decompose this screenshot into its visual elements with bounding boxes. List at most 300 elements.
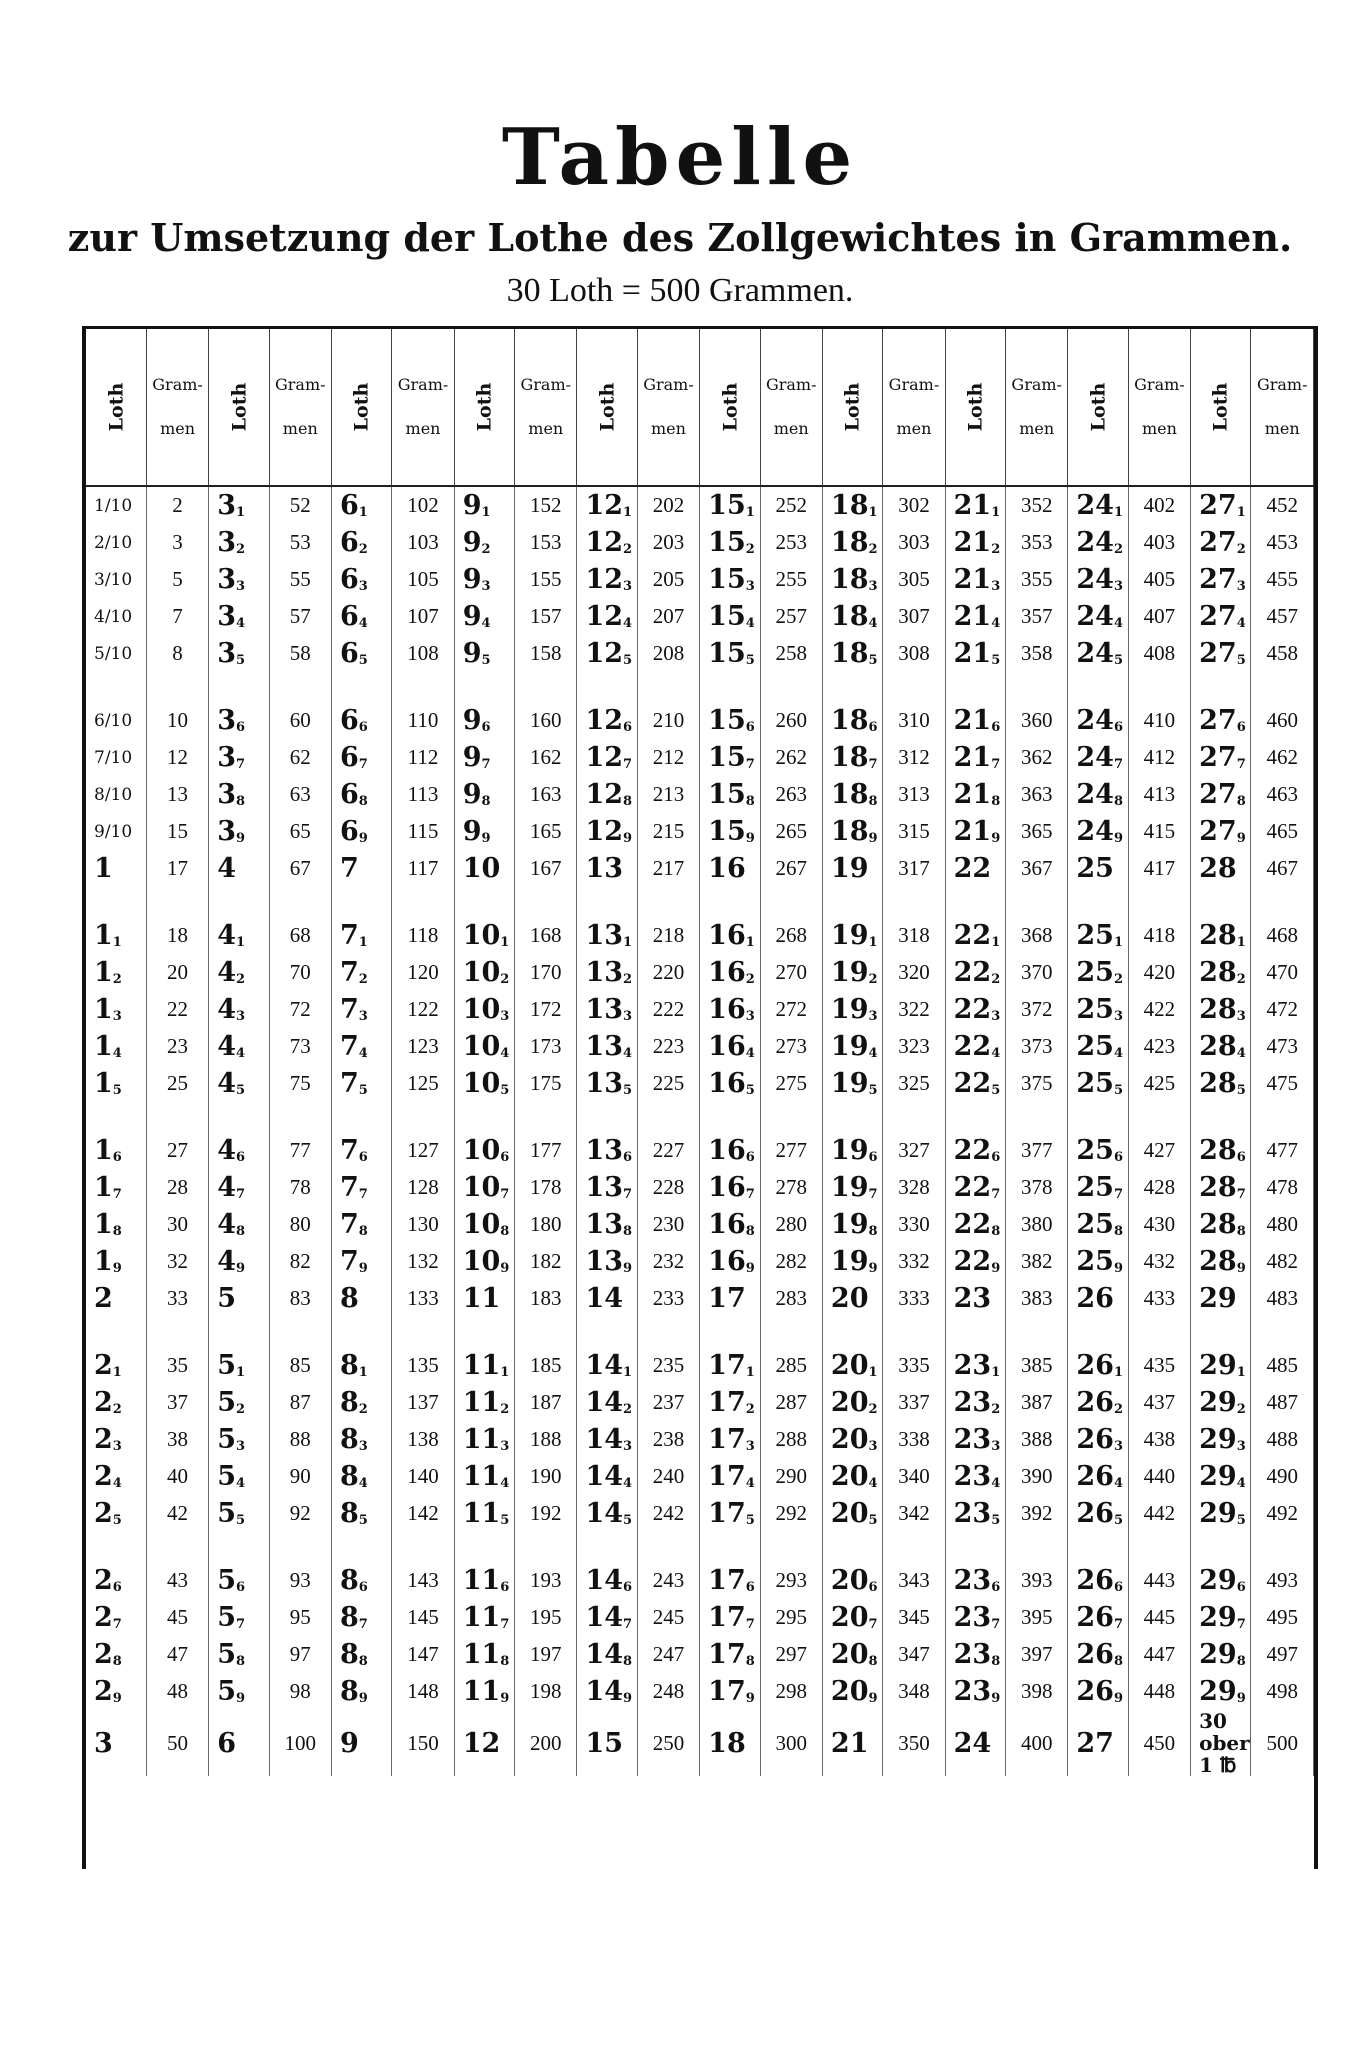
gram-cell: 28 [146, 1169, 208, 1206]
loth-cell: $25_6$ [1068, 1132, 1128, 1169]
loth-cell: 15 [577, 1710, 637, 1776]
spacer-cell [577, 887, 637, 917]
gram-cell: 290 [760, 1458, 822, 1495]
gram-cell: 20 [146, 954, 208, 991]
spacer-cell [454, 1317, 514, 1347]
loth-cell: $18_5$ [822, 635, 882, 672]
header-gram: Gram-men [1251, 329, 1314, 486]
gram-cell: 407 [1128, 598, 1190, 635]
gram-cell: 282 [760, 1243, 822, 1280]
spacer-cell [1191, 1317, 1251, 1347]
loth-cell: $25_1$ [1068, 917, 1128, 954]
header-loth [577, 329, 637, 486]
spacer-cell [86, 672, 146, 702]
gram-cell: 102 [392, 486, 454, 524]
loth-cell: $22_5$ [945, 1065, 1005, 1102]
loth-cell: $13_2$ [577, 954, 637, 991]
loth-cell: 9 [331, 1710, 391, 1776]
gram-cell: 100 [269, 1710, 331, 1776]
loth-cell: $21_5$ [945, 635, 1005, 672]
gram-cell: 188 [515, 1421, 577, 1458]
loth-cell: $19_4$ [822, 1028, 882, 1065]
gram-cell: 172 [515, 991, 577, 1028]
gram-cell: 207 [637, 598, 699, 635]
loth-cell: $3_8$ [209, 776, 269, 813]
gram-cell: 258 [760, 635, 822, 672]
gram-cell: 145 [392, 1599, 454, 1636]
spacer-cell [392, 1532, 454, 1562]
loth-cell: $14_5$ [577, 1495, 637, 1532]
loth-cell: $17_9$ [700, 1673, 760, 1710]
spacer-cell [86, 1317, 146, 1347]
loth-cell: $15_3$ [700, 561, 760, 598]
gram-cell: 92 [269, 1495, 331, 1532]
loth-cell: $8_8$ [331, 1636, 391, 1673]
loth-cell: $13_5$ [577, 1065, 637, 1102]
loth-cell: $8_9$ [331, 1673, 391, 1710]
gram-cell: 450 [1128, 1710, 1190, 1776]
loth-cell: $5_9$ [209, 1673, 269, 1710]
gram-cell: 78 [269, 1169, 331, 1206]
gram-cell: 50 [146, 1710, 208, 1776]
loth-cell: $11_6$ [454, 1562, 514, 1599]
header-gram: Gram-men [146, 329, 208, 486]
gram-cell: 448 [1128, 1673, 1190, 1710]
loth-cell: $5_3$ [209, 1421, 269, 1458]
loth-cell: $27_4$ [1191, 598, 1251, 635]
loth-cell: $7_8$ [331, 1206, 391, 1243]
gram-cell: 232 [637, 1243, 699, 1280]
loth-cell: $2_8$ [86, 1636, 146, 1673]
spacer-cell [822, 887, 882, 917]
loth-cell: $29_9$ [1191, 1673, 1251, 1710]
loth-cell: $17_4$ [700, 1458, 760, 1495]
loth-cell: $6_8$ [331, 776, 391, 813]
loth-cell: $27_6$ [1191, 702, 1251, 739]
gram-cell: 180 [515, 1206, 577, 1243]
gram-cell: 18 [146, 917, 208, 954]
loth-cell: $19_9$ [822, 1243, 882, 1280]
gram-cell: 140 [392, 1458, 454, 1495]
gram-cell: 113 [392, 776, 454, 813]
gram-cell: 295 [760, 1599, 822, 1636]
loth-cell: $26_5$ [1068, 1495, 1128, 1532]
header-loth-label: Loth [964, 382, 987, 432]
gram-cell: 492 [1251, 1495, 1314, 1532]
loth-cell: $23_6$ [945, 1562, 1005, 1599]
gram-cell: 377 [1006, 1132, 1068, 1169]
loth-cell: $27_8$ [1191, 776, 1251, 813]
gram-cell: 473 [1251, 1028, 1314, 1065]
gram-cell: 243 [637, 1562, 699, 1599]
header-loth [1068, 329, 1128, 486]
loth-cell: $2_7$ [86, 1599, 146, 1636]
loth-cell: $5_8$ [209, 1636, 269, 1673]
gram-cell: 337 [883, 1384, 945, 1421]
gram-cell: 308 [883, 635, 945, 672]
spacer-cell [577, 1532, 637, 1562]
spacer-cell [209, 1317, 269, 1347]
loth-cell: $18_8$ [822, 776, 882, 813]
loth-cell: $11_5$ [454, 1495, 514, 1532]
loth-cell: $23_5$ [945, 1495, 1005, 1532]
loth-cell: $4_5$ [209, 1065, 269, 1102]
gram-cell: 153 [515, 524, 577, 561]
loth-cell: $13_8$ [577, 1206, 637, 1243]
spacer-cell [760, 887, 822, 917]
loth-cell: $24_8$ [1068, 776, 1128, 813]
gram-cell: 200 [515, 1710, 577, 1776]
gram-cell: 42 [146, 1495, 208, 1532]
table-row [86, 1421, 1314, 1458]
gram-cell: 378 [1006, 1169, 1068, 1206]
gram-cell: 230 [637, 1206, 699, 1243]
gram-cell: 85 [269, 1347, 331, 1384]
loth-cell: $5_4$ [209, 1458, 269, 1495]
loth-cell: $3_3$ [209, 561, 269, 598]
gram-cell: 318 [883, 917, 945, 954]
gram-cell: 12 [146, 739, 208, 776]
loth-cell: $7_9$ [331, 1243, 391, 1280]
gram-cell: 373 [1006, 1028, 1068, 1065]
spacer-cell [1251, 887, 1314, 917]
loth-cell: $25_8$ [1068, 1206, 1128, 1243]
loth-cell: $13_1$ [577, 917, 637, 954]
loth-cell: $12_5$ [577, 635, 637, 672]
loth-cell: $21_3$ [945, 561, 1005, 598]
gram-cell: 75 [269, 1065, 331, 1102]
spacer-cell [331, 1317, 391, 1347]
gram-cell: 350 [883, 1710, 945, 1776]
loth-cell: $19_2$ [822, 954, 882, 991]
gram-cell: 87 [269, 1384, 331, 1421]
gram-cell: 328 [883, 1169, 945, 1206]
loth-cell: $8_1$ [331, 1347, 391, 1384]
gram-cell: 212 [637, 739, 699, 776]
spacer-cell [269, 1317, 331, 1347]
gram-cell: 260 [760, 702, 822, 739]
gram-cell: 125 [392, 1065, 454, 1102]
loth-cell: $23_9$ [945, 1673, 1005, 1710]
gram-cell: 203 [637, 524, 699, 561]
gram-cell: 427 [1128, 1132, 1190, 1169]
loth-cell: $11_9$ [454, 1673, 514, 1710]
spacer-cell [1068, 1532, 1128, 1562]
gram-cell: 215 [637, 813, 699, 850]
loth-cell: $12_8$ [577, 776, 637, 813]
loth-cell: $22_3$ [945, 991, 1005, 1028]
gram-cell: 173 [515, 1028, 577, 1065]
gram-cell: 268 [760, 917, 822, 954]
gram-cell: 305 [883, 561, 945, 598]
spacer-cell [883, 1532, 945, 1562]
loth-cell: $9_4$ [454, 598, 514, 635]
loth-cell: $23_4$ [945, 1458, 1005, 1495]
loth-cell: $20_6$ [822, 1562, 882, 1599]
loth-cell: $16_6$ [700, 1132, 760, 1169]
gram-cell: 45 [146, 1599, 208, 1636]
gram-cell: 118 [392, 917, 454, 954]
gram-cell: 490 [1251, 1458, 1314, 1495]
loth-cell: $5_2$ [209, 1384, 269, 1421]
spacer-cell [392, 887, 454, 917]
spacer-cell [515, 1317, 577, 1347]
gram-cell: 458 [1251, 635, 1314, 672]
gram-cell: 95 [269, 1599, 331, 1636]
gram-cell: 440 [1128, 1458, 1190, 1495]
loth-cell: 7 [331, 850, 391, 887]
spacer-cell [1128, 1532, 1190, 1562]
loth-cell: $23_3$ [945, 1421, 1005, 1458]
table-row [86, 1206, 1314, 1243]
loth-cell: $29_3$ [1191, 1421, 1251, 1458]
spacer-cell [1006, 887, 1068, 917]
spacer-cell [1006, 1317, 1068, 1347]
loth-cell: 18 [700, 1710, 760, 1776]
loth-cell: $9_3$ [454, 561, 514, 598]
gram-cell: 132 [392, 1243, 454, 1280]
spacer-cell [945, 1102, 1005, 1132]
gram-cell: 347 [883, 1636, 945, 1673]
table-row [86, 917, 1314, 954]
loth-cell: $5_5$ [209, 1495, 269, 1532]
gram-cell: 52 [269, 486, 331, 524]
loth-cell: 6 [209, 1710, 269, 1776]
gram-cell: 468 [1251, 917, 1314, 954]
loth-cell: $3_2$ [209, 524, 269, 561]
gram-cell: 240 [637, 1458, 699, 1495]
spacer-cell [1068, 1317, 1128, 1347]
gram-cell: 362 [1006, 739, 1068, 776]
loth-cell: $5_6$ [209, 1562, 269, 1599]
loth-cell: 28 [1191, 850, 1251, 887]
loth-cell: $4_9$ [209, 1243, 269, 1280]
loth-cell: $19_3$ [822, 991, 882, 1028]
loth-cell: $15_9$ [700, 813, 760, 850]
gram-cell: 90 [269, 1458, 331, 1495]
header-loth-label: Loth [473, 382, 496, 432]
loth-cell: 11 [454, 1280, 514, 1317]
loth-cell: $1_5$ [86, 1065, 146, 1102]
gram-cell: 338 [883, 1421, 945, 1458]
loth-cell: $25_2$ [1068, 954, 1128, 991]
gram-cell: 138 [392, 1421, 454, 1458]
gram-cell: 263 [760, 776, 822, 813]
loth-cell: $11_7$ [454, 1599, 514, 1636]
gram-cell: 330 [883, 1206, 945, 1243]
loth-cell: 17 [700, 1280, 760, 1317]
table-row [86, 1673, 1314, 1710]
spacer-cell [86, 887, 146, 917]
loth-cell: $18_6$ [822, 702, 882, 739]
gram-cell: 477 [1251, 1132, 1314, 1169]
loth-cell: $7_6$ [331, 1132, 391, 1169]
loth-cell: $3_1$ [209, 486, 269, 524]
gram-cell: 345 [883, 1599, 945, 1636]
loth-cell: $13_7$ [577, 1169, 637, 1206]
loth-cell: $20_1$ [822, 1347, 882, 1384]
gram-cell: 275 [760, 1065, 822, 1102]
loth-cell: $27_5$ [1191, 635, 1251, 672]
loth-cell: $4_8$ [209, 1206, 269, 1243]
loth-cell: $6_9$ [331, 813, 391, 850]
gram-cell: 363 [1006, 776, 1068, 813]
loth-cell: 12 [454, 1710, 514, 1776]
loth-cell: $25_4$ [1068, 1028, 1128, 1065]
gram-cell: 178 [515, 1169, 577, 1206]
table-row [86, 954, 1314, 991]
loth-cell: 20 [822, 1280, 882, 1317]
loth-cell: $11_3$ [454, 1421, 514, 1458]
loth-cell: $6_7$ [331, 739, 391, 776]
gram-cell: 3 [146, 524, 208, 561]
gram-cell: 143 [392, 1562, 454, 1599]
loth-cell: 13 [577, 850, 637, 887]
loth-cell: $4_7$ [209, 1169, 269, 1206]
gram-cell: 48 [146, 1673, 208, 1710]
gram-cell: 323 [883, 1028, 945, 1065]
table-row [86, 813, 1314, 850]
loth-cell: $20_9$ [822, 1673, 882, 1710]
loth-cell: $10_5$ [454, 1065, 514, 1102]
loth-cell: $9_8$ [454, 776, 514, 813]
spacer-cell [1191, 887, 1251, 917]
gram-cell: 360 [1006, 702, 1068, 739]
gram-cell: 432 [1128, 1243, 1190, 1280]
loth-cell: $7_3$ [331, 991, 391, 1028]
spacer-cell [209, 672, 269, 702]
loth-cell: 1 [86, 850, 146, 887]
group-spacer [86, 1317, 1314, 1347]
header-loth-label: Loth [596, 382, 619, 432]
table-row [86, 1280, 1314, 1317]
loth-cell: $6_4$ [331, 598, 391, 635]
spacer-cell [1068, 1102, 1128, 1132]
gram-cell: 465 [1251, 813, 1314, 850]
gram-cell: 280 [760, 1206, 822, 1243]
loth-cell: $10_3$ [454, 991, 514, 1028]
gram-cell: 383 [1006, 1280, 1068, 1317]
spacer-cell [209, 1532, 269, 1562]
loth-cell: $9_6$ [454, 702, 514, 739]
conversion-table [86, 329, 1314, 1776]
loth-cell: $26_1$ [1068, 1347, 1128, 1384]
loth-cell: $10_9$ [454, 1243, 514, 1280]
gram-cell: 150 [392, 1710, 454, 1776]
gram-cell: 175 [515, 1065, 577, 1102]
spacer-cell [331, 672, 391, 702]
loth-cell: $28_6$ [1191, 1132, 1251, 1169]
gram-cell: 438 [1128, 1421, 1190, 1458]
gram-cell: 57 [269, 598, 331, 635]
header-gram: Gram-men [637, 329, 699, 486]
gram-cell: 123 [392, 1028, 454, 1065]
gram-cell: 390 [1006, 1458, 1068, 1495]
loth-cell: $22_6$ [945, 1132, 1005, 1169]
gram-cell: 467 [1251, 850, 1314, 887]
loth-cell: $1_4$ [86, 1028, 146, 1065]
gram-cell: 335 [883, 1347, 945, 1384]
loth-cell: $22_9$ [945, 1243, 1005, 1280]
gram-cell: 235 [637, 1347, 699, 1384]
table-row [86, 561, 1314, 598]
loth-cell: $18_7$ [822, 739, 882, 776]
spacer-cell [883, 887, 945, 917]
loth-cell: $12_1$ [577, 486, 637, 524]
gram-cell: 122 [392, 991, 454, 1028]
gram-cell: 452 [1251, 486, 1314, 524]
loth-cell: $15_4$ [700, 598, 760, 635]
spacer-cell [822, 1317, 882, 1347]
gram-cell: 13 [146, 776, 208, 813]
gram-cell: 110 [392, 702, 454, 739]
gram-cell: 32 [146, 1243, 208, 1280]
loth-cell: 27 [1068, 1710, 1128, 1776]
loth-cell: $14_9$ [577, 1673, 637, 1710]
gram-cell: 103 [392, 524, 454, 561]
loth-cell: 3 [86, 1710, 146, 1776]
loth-cell: $12_9$ [577, 813, 637, 850]
loth-cell: $21_8$ [945, 776, 1005, 813]
loth-cell: $4_3$ [209, 991, 269, 1028]
loth-cell: $21_9$ [945, 813, 1005, 850]
loth-cell: 24 [945, 1710, 1005, 1776]
spacer-cell [515, 1102, 577, 1132]
loth-cell: $3_6$ [209, 702, 269, 739]
gram-cell: 62 [269, 739, 331, 776]
gram-cell: 333 [883, 1280, 945, 1317]
gram-cell: 73 [269, 1028, 331, 1065]
gram-cell: 128 [392, 1169, 454, 1206]
spacer-cell [331, 887, 391, 917]
gram-cell: 15 [146, 813, 208, 850]
loth-cell: $7_7$ [331, 1169, 391, 1206]
loth-cell: $21_1$ [945, 486, 1005, 524]
gram-cell: 152 [515, 486, 577, 524]
gram-cell: 460 [1251, 702, 1314, 739]
gram-cell: 77 [269, 1132, 331, 1169]
gram-cell: 43 [146, 1562, 208, 1599]
loth-cell: $5_7$ [209, 1599, 269, 1636]
gram-cell: 33 [146, 1280, 208, 1317]
loth-cell: $28_1$ [1191, 917, 1251, 954]
gram-cell: 238 [637, 1421, 699, 1458]
header-loth [700, 329, 760, 486]
gram-cell: 415 [1128, 813, 1190, 850]
gram-cell: 225 [637, 1065, 699, 1102]
gram-cell: 165 [515, 813, 577, 850]
gram-cell: 167 [515, 850, 577, 887]
gram-cell: 405 [1128, 561, 1190, 598]
gram-cell: 58 [269, 635, 331, 672]
loth-cell: $21_7$ [945, 739, 1005, 776]
header-loth [1191, 329, 1251, 486]
loth-cell: 22 [945, 850, 1005, 887]
gram-cell: 27 [146, 1132, 208, 1169]
loth-cell: $16_5$ [700, 1065, 760, 1102]
gram-cell: 257 [760, 598, 822, 635]
loth-cell: $24_7$ [1068, 739, 1128, 776]
gram-cell: 315 [883, 813, 945, 850]
gram-cell: 343 [883, 1562, 945, 1599]
spacer-cell [454, 887, 514, 917]
gram-cell: 412 [1128, 739, 1190, 776]
gram-cell: 80 [269, 1206, 331, 1243]
gram-cell: 272 [760, 991, 822, 1028]
loth-cell: $12_7$ [577, 739, 637, 776]
gram-cell: 402 [1128, 486, 1190, 524]
gram-cell: 332 [883, 1243, 945, 1280]
